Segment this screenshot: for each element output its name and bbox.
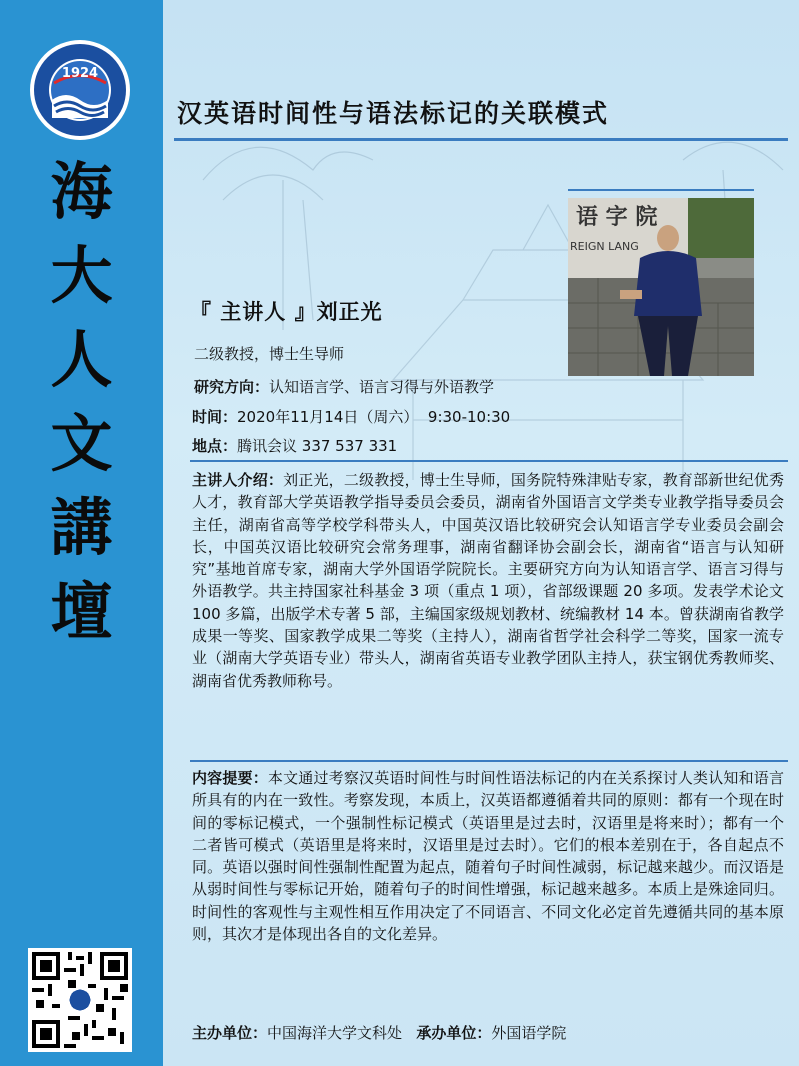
svg-text:REIGN LANG: REIGN LANG: [570, 240, 639, 253]
organizers: [192, 1022, 566, 1043]
host-label: 主办单位：: [192, 1024, 268, 1042]
divider: [568, 189, 754, 191]
intro-label: 主讲人介绍：: [192, 471, 284, 489]
abstract-label: 内容提要：: [192, 769, 268, 787]
speaker-rank: 二级教授，博士生导师: [194, 345, 345, 363]
speaker-intro: [192, 469, 784, 692]
place-label: 地点：: [192, 437, 238, 455]
speaker-name: 刘正光: [316, 300, 383, 324]
research-line: [194, 376, 494, 397]
sidebar: [0, 0, 163, 1066]
lecture-title: 汉英语时间性与语法标记的关联模式: [177, 99, 610, 128]
university-logo: [28, 38, 132, 142]
divider: [174, 138, 788, 141]
vertical-forum-title: [0, 150, 163, 654]
divider: [190, 760, 788, 762]
research-label: 研究方向：: [194, 378, 270, 396]
vtitle-char: 人: [50, 323, 113, 396]
vtitle-char: 講: [50, 491, 113, 564]
abstract-text: 本文通过考察汉英语时间性与时间性语法标记的内在关系探讨人类认知和语言所具有的内在一致性。考察发现，本质上，汉英语都遵循着共同的原则：都有一个现在时间的零标记模式，一个强制性标记模式（英语里是过去时，汉语里是将来时）；都有一个二者皆可模式（英语里是将来时，汉语里是过去时）。它们的根本差别在于，各自起点不同。英语以强时间性强制性配置为起点，随着句子时间性减弱，标记越来越少。而汉语是从弱时间性与零标记开始，随着句子的时间性增强，标记越来越多。本质上是殊途同归。时间性的客观性与主观性相互作用决定了不同语言、不同文化必定首先遵循共同的基本原则，其次才是体现出各自的文化差异。: [192, 769, 784, 944]
research-value: 认知语言学、语言习得与外语教学: [269, 378, 495, 396]
logo-year: 1924: [61, 66, 99, 81]
time-label: 时间：: [192, 408, 238, 426]
time-value: 2020年11月14日（周六） 9:30-10:30: [237, 408, 511, 426]
intro-text: 刘正光，二级教授，博士生导师，国务院特殊津贴专家，教育部新世纪优秀人才，教育部大学英语教学指导委员会委员，湖南省外国语言文学类专业教学指导委员会主任，湖南省高等学校学科带头人，中国英汉语比较研究会认知语言学专业委员会副会长，中国英汉语比较研究会常务理事，湖南省翻译协会副会长，湖南省“语言与认知研究”基地首席专家，湖南大学外国语学院院长。主要研究方向为认知语言学、语言习得与外语教学。共主持国家社科基金 3 项（重点 1 项），省部级课题 20 多项。发表学术论文 100 多篇，出版学术专著 5 部，主编国家级规划教材、统编教材 14 本。曾获湖南省教学成果一等奖、国家教学成果二等奖（主持人），湖南省哲学社会科学二等奖，国家一流专业（湖南大学英语专业）带头人，湖南省英语专业教学团队主持人，获宝钢优秀教师奖、湖南省优秀教师称号。: [192, 471, 784, 690]
divider: [190, 460, 788, 462]
place-line: [192, 435, 397, 456]
abstract: [192, 767, 784, 945]
host-value: 中国海洋大学文科处: [267, 1024, 403, 1042]
time-line: [192, 406, 510, 427]
svg-text:语 字 院: 语 字 院: [576, 205, 658, 230]
vtitle-char: 大: [50, 239, 113, 312]
speaker-label: 『 主讲人 』: [190, 300, 317, 324]
speaker-heading: [190, 296, 383, 326]
undertake-value: 外国语学院: [491, 1024, 567, 1042]
vtitle-char: 文: [50, 407, 113, 480]
vtitle-char: 壇: [50, 575, 113, 648]
speaker-photo: [568, 198, 754, 376]
qr-code[interactable]: [28, 948, 132, 1052]
place-value: 腾讯会议 337 537 331: [237, 437, 398, 455]
vtitle-char: 海: [50, 155, 113, 228]
undertake-label: 承办单位：: [416, 1024, 492, 1042]
